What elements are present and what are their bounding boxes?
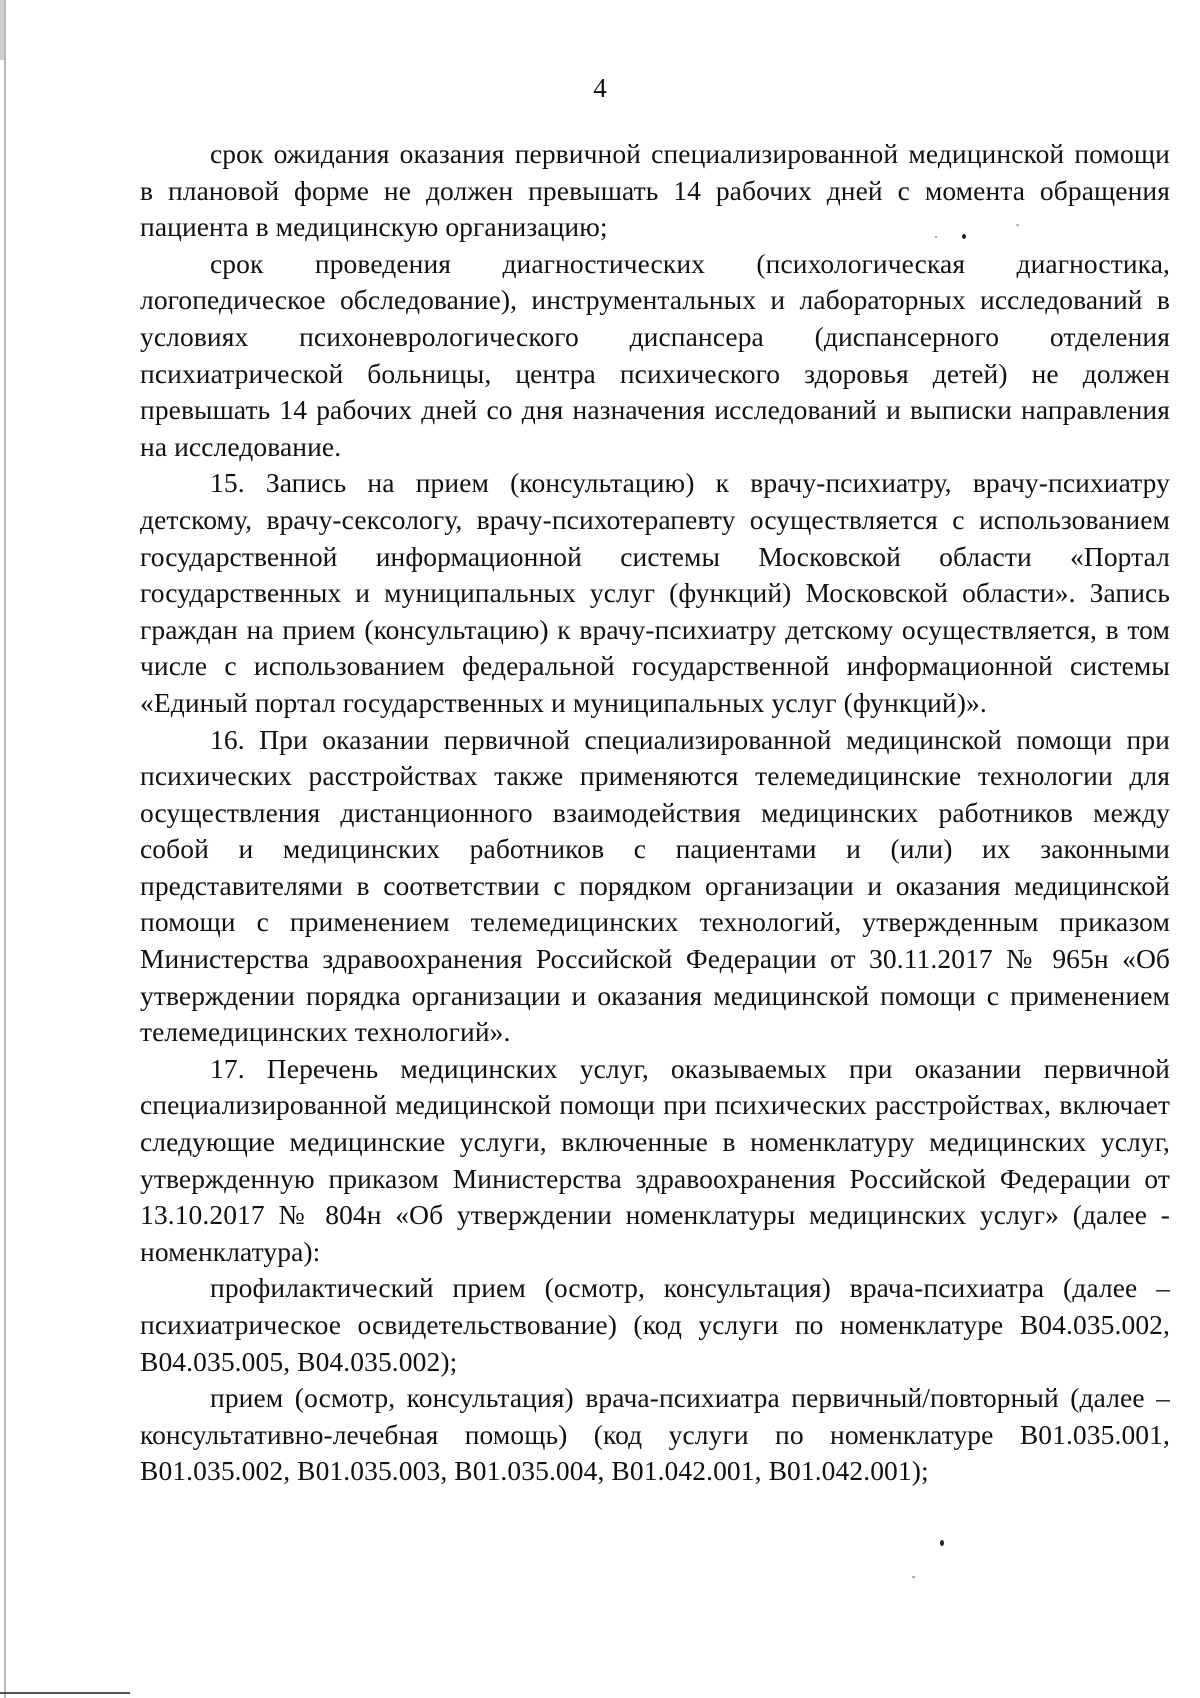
scan-speck (912, 1576, 915, 1578)
scan-speck (962, 234, 966, 239)
paragraph-diagnostics-time: срок проведения диагностических (психологическая диагностика, логопедическое обследование), инструментальных и лабораторных исследований в условиях психоневрологического диспансера (диспансерного отделения психиатрической больницы, центра психического здоровья детей) не должен превышать 14 рабочих дней со дня назначения исследований и выписки направления на исследование. (140, 247, 1170, 462)
scan-foot-line (0, 1692, 130, 1694)
paragraph-preventive-visit: профилактический прием (осмотр, консультация) врача-психиатра (далее – психиатрическое освидетельствование) (код услуги по номенклатуре В04.035.002, В04.035.005, В04.035.002); (140, 1272, 1170, 1377)
scan-speck (935, 236, 937, 238)
document-body (140, 136, 1170, 1490)
paragraph-consultation-visit: прием (осмотр, консультация) врача-психиатра первичный/повторный (далее – консультативно-лечебная помощь) (код услуги по номенклатуре В01.035.001, В01.035.002, В01.035.003, В01.035.004, В01.042.001, В01.042.001); (140, 1382, 1170, 1487)
paragraph-17-services-list: 17. Перечень медицинских услуг, оказываемых при оказании первичной специализированной медицинской помощи при психических расстройствах, включает следующие медицинские услуги, включенные в номенклатуру медицинских услуг, утвержденную приказом Министерства здравоохранения Российской Федерации от 13.10.2017 № 804н «Об утверждении номенклатуры медицинских услуг» (далее - номенклатура): (140, 1052, 1170, 1267)
scan-speck (1016, 224, 1019, 226)
scan-edge-left (4, 0, 6, 1698)
scan-speck (940, 1540, 944, 1546)
paragraph-waiting-time: срок ожидания оказания первичной специализированной медицинской помощи в плановой форме не должен превышать 14 рабочих дней с момента обращения пациента в медицинскую организацию; (140, 138, 1170, 243)
page-number: 4 (593, 73, 607, 103)
paragraph-16-telemedicine: 16. При оказании первичной специализированной медицинской помощи при психических расстройствах также применяются телемедицинские технологии для осуществления дистанционного взаимодействия медицинских работников между собой и медицинских работников с пациентами и (или) их законными представителями в соответствии с порядком организации и оказания медицинской помощи с применением телемедицинских технологий, утвержденным приказом Министерства здравоохранения Российской Федерации от 30.11.2017 № 965н «Об утверждении порядка организации и оказания медицинской помощи с применением телемедицинских технологий». (140, 723, 1170, 1048)
paragraph-15-appointment: 15. Запись на прием (консультацию) к врачу-психиатру, врачу-психиатру детскому, врачу-сексологу, врачу-психотерапевту осуществляется с использованием государственной информационной системы Московской области «Портал государственных и муниципальных услуг (функций) Московской области». Запись граждан на прием (консультацию) к врачу-психиатру детскому осуществляется, в том числе с использованием федеральной государственной информационной системы «Единый портал государственных и муниципальных услуг (функций)». (140, 467, 1170, 718)
scan-edge-top (0, 0, 4, 60)
